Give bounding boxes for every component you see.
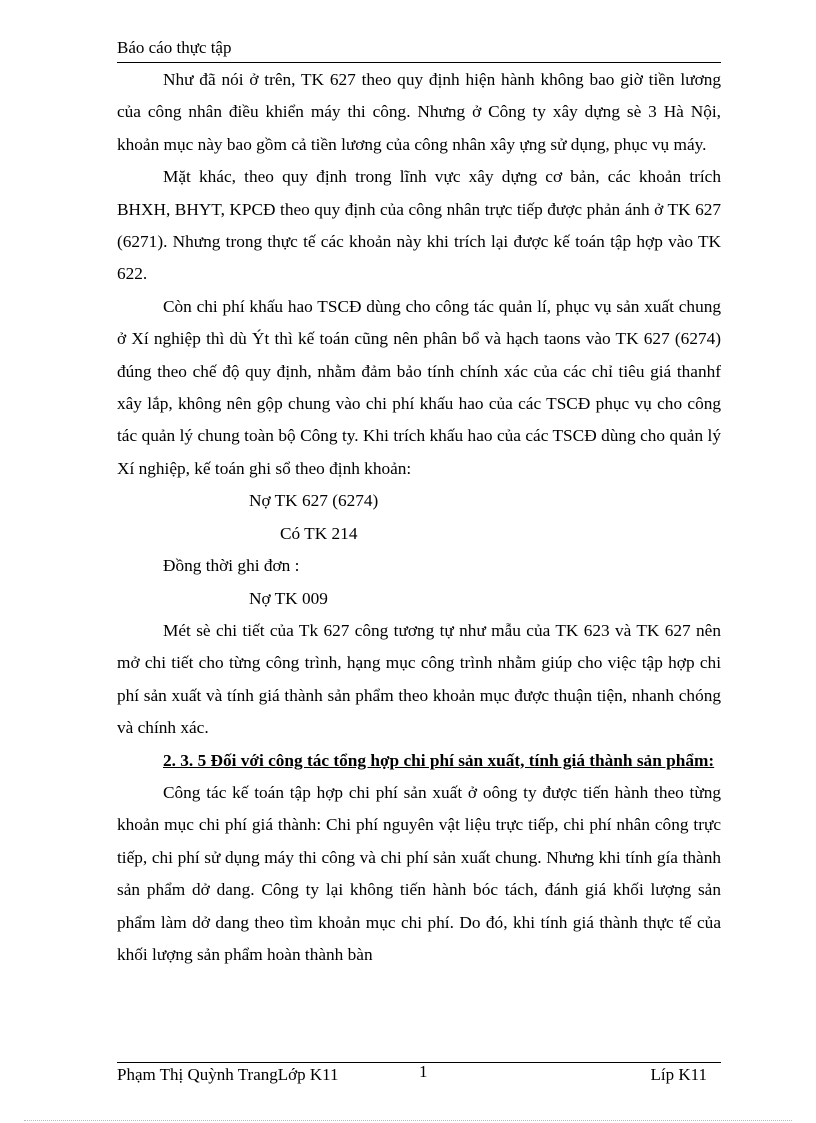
paragraph-3: Còn chi phí khấu hao TSCĐ dùng cho công tác quản lí, phục vụ sản xuất chung ở Xí nghiệp thì dù Ýt thì kế toán cũng nên phân bổ và hạch taons vào TK 627 (6274) đúng theo chế độ quy định, nhằm đảm bảo tính chính xác của các chỉ tiêu giá thanhf xây lắp, không nên gộp chung vào chi phí khấu hao của các TSCĐ phục vụ cho công tác quản lý chung toàn bộ Công ty. Khi trích khấu hao của các TSCĐ dùng cho quản lý Xí nghiệp, kế toán ghi sổ theo định khoản: [117,296,721,478]
page-bottom-edge [24,1120,792,1121]
journal-entry-credit: Có TK 214 [280,523,358,543]
journal-entry-offbalance: Nợ TK 009 [249,588,328,608]
paragraph-5: Mét sè chi tiết của Tk 627 công tương tự như mẫu của TK 623 và TK 627 nên mở chi tiết cho từng công trình, hạng mục công trình nhằm giúp cho việc tập hợp chi phí sản xuất và tính giá thành sản phẩm theo khoản mục được thuận tiện, nhanh chóng và chính xác. [117,620,721,738]
journal-entry-debit: Nợ TK 627 (6274) [249,491,379,511]
document-body [117,64,721,971]
footer-class: Líp K11 [650,1065,707,1084]
paragraph-4: Đồng thời ghi đơn : [163,556,300,576]
page-number: 1 [419,1062,428,1081]
header-divider [117,62,721,63]
page-header-title: Báo cáo thực tập [117,38,232,57]
paragraph-6: Công tác kế toán tập hợp chi phí sản xuất ở oông ty được tiến hành theo từng khoản mục chi phí giá thành: Chi phí nguyên vật liệu trực tiếp, chi phí nhân công trực tiếp, chi phí sử dụng máy thi công và chi phí sản xuất chung. Nhưng khi tính gía thành sản phẩm dở dang. Công ty lại không tiến hành bóc tách, đánh giá khối lượng sản phẩm làm dở dang theo tìm khoản mục chi phí. Do đó, khi tính giá thành thực tế của khối lượng sản phẩm hoàn thành bàn [117,782,721,964]
section-heading: 2. 3. 5 Đối với công tác tổng hợp chi phí sản xuất, tính giá thành sản phẩm: [163,750,715,770]
paragraph-2: Mặt khác, theo quy định trong lĩnh vực xây dựng cơ bản, các khoản trích BHXH, BHYT, KPCĐ theo quy định của công nhân trực tiếp được phản ánh ở TK 627 (6271). Nhưng trong thực tế các khoản này khi trích lại được kế toán tập hợp vào TK 622. [117,167,721,284]
paragraph-1: Như đã nói ở trên, TK 627 theo quy định hiện hành không bao giờ tiền lương của công nhân điều khiển máy thi công. Nhưng ở Công ty xây dựng sè 3 Hà Nội, khoản mục này bao gồm cả tiền lương của công nhân xây ựng sử dụng, phục vụ máy. [117,70,721,154]
footer-author: Phạm Thị Quỳnh TrangLớp K11 [117,1065,339,1084]
